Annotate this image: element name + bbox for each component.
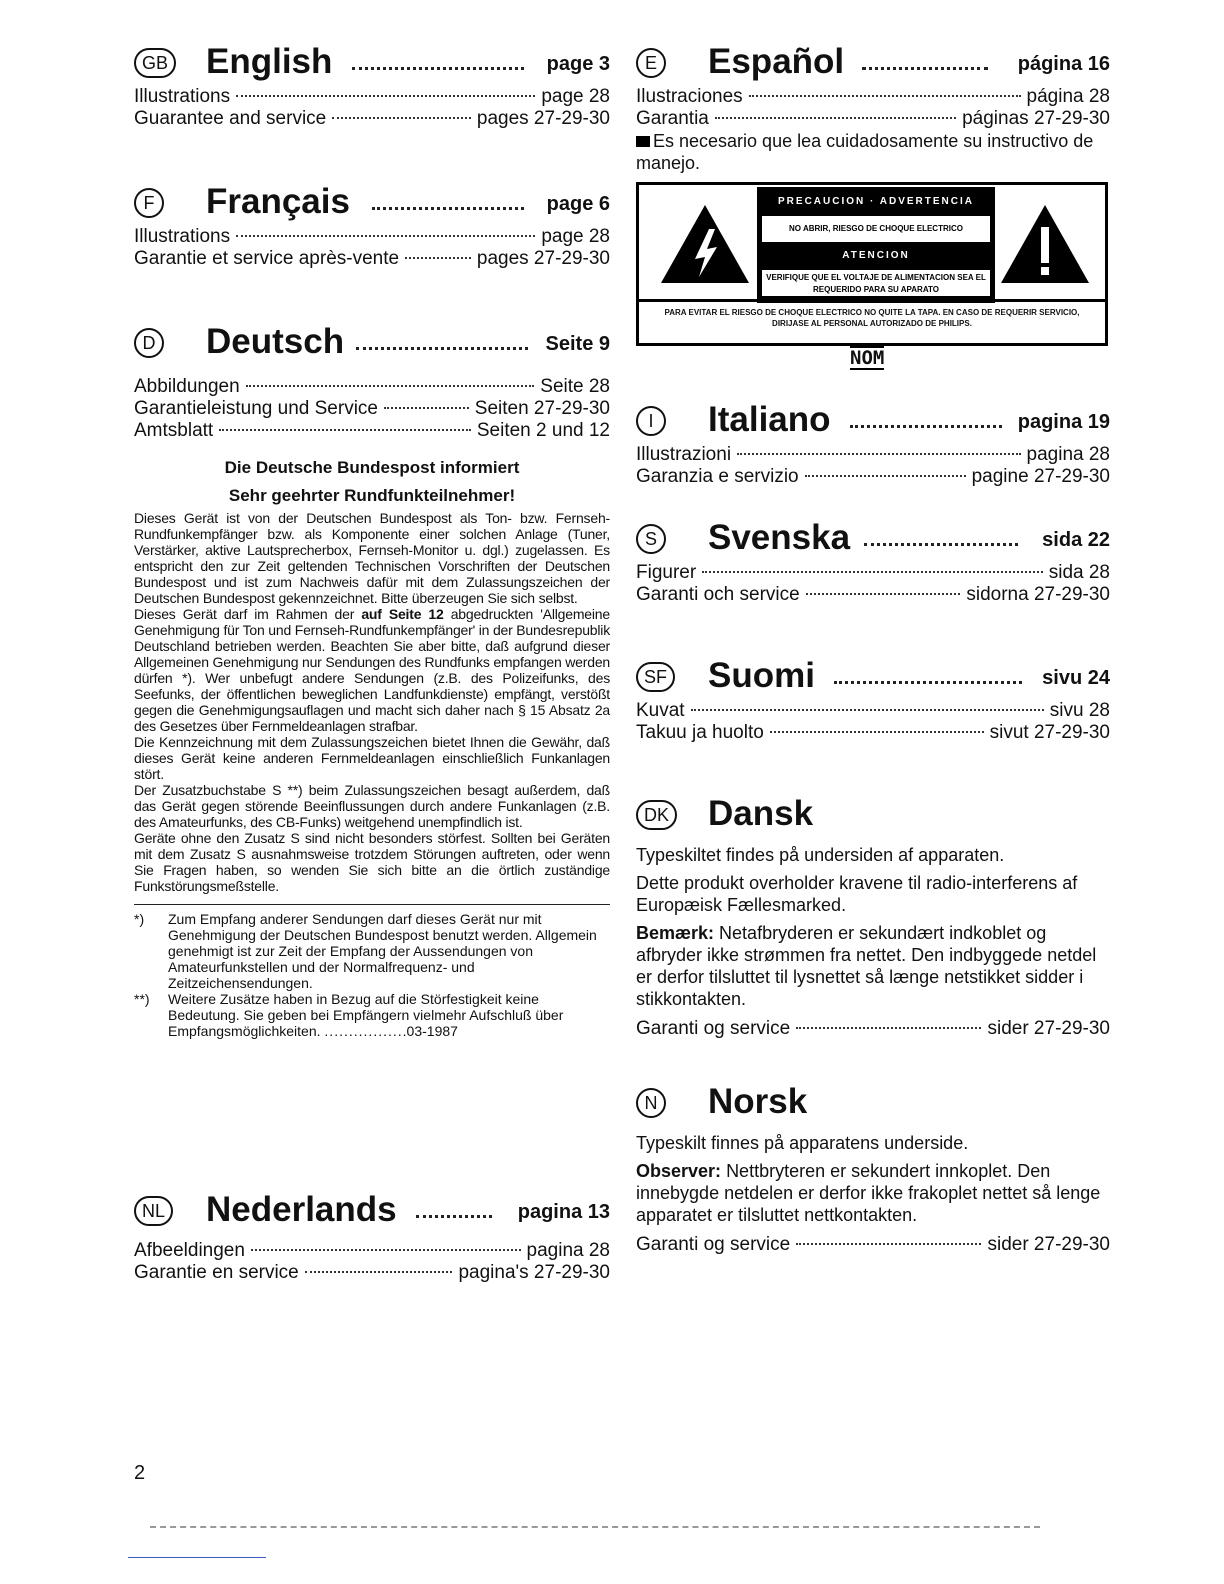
notice-paragraph: Geräte ohne den Zusatz S sind nicht besonders störfest. Sollten bei Geräten mit dem Zusatz S ausnahmsweise trotzdem Störungen auftreten, oder wenn Sie Fragen haben, so wenden Sie sich bitte an die örtlich zuständige Funkstörungsmeßstelle. [134, 830, 610, 894]
dansk-paragraph: Typeskiltet findes på undersiden af apparaten. [636, 845, 1005, 865]
page-reference: pagina 19 [1017, 411, 1110, 433]
scan-artifact-line [150, 1526, 1040, 1528]
language-title: Español [708, 42, 845, 81]
language-title: Français [206, 182, 350, 221]
title-leader [864, 543, 1018, 546]
language-title: Suomi [708, 656, 815, 695]
toc-row: Illustrations page 28 [134, 86, 610, 107]
warning-line: VERIFIQUE QUE EL VOLTAJE DE ALIMENTACION SEA EL REQUERIDO PARA SU APARATO [761, 269, 991, 297]
language-badge: SF [636, 662, 675, 692]
toc-row: Garantie et service après-vente pages 27-29-30 [134, 248, 610, 269]
language-title: Italiano [708, 400, 831, 439]
language-badge: S [636, 524, 666, 554]
warning-divider [639, 299, 1105, 302]
notice-paragraph: Der Zusatzbuchstabe S **) beim Zulassungszeichen besagt außerdem, daß das Gerät gegen störende Beeinflussungen durch andere Funkanlagen (z.B. des Amateurfunks, des CB-Funks) weitgehend unempfindlich ist. [134, 782, 610, 830]
notice-paragraph: Die Kennzeichnung mit dem Zulassungszeichen bietet Ihnen die Gewähr, daß dieses Gerät keine anderen Fernmeldeanlagen einschließlich Funkanlagen stört. [134, 734, 610, 782]
toc-row: Afbeeldingen pagina 28 [134, 1240, 610, 1261]
warning-footer: PARA EVITAR EL RIESGO DE CHOQUE ELECTRICO NO QUITE LA TAPA. EN CASO DE REQUERIR SERVICIO, DIRIJASE AL PERSONAL AUTORIZADO DE PHILIPS. [664, 308, 1080, 328]
title-leader [850, 425, 1002, 428]
scan-artifact-underline [128, 1557, 266, 1558]
toc-row: Amtsblatt Seiten 2 und 12 [134, 420, 610, 441]
section-english [134, 40, 610, 130]
toc-row: Garanti och service sidorna 27-29-30 [636, 584, 1110, 605]
page-number: 2 [134, 1462, 146, 1484]
exclamation-warning-icon [999, 203, 1091, 285]
page-reference: pagina 13 [517, 1201, 610, 1223]
norsk-paragraph: Observer: Nettbryteren er sekundert innkoplet. Den innebygde netdelen er derfor ikke frakoplet nettet så lenge apparatet er tilsluttet nettkontakten. [636, 1161, 1101, 1225]
section-espanol [636, 40, 1110, 174]
language-badge: DK [636, 800, 677, 830]
footnote: *) Zum Empfang anderer Sendungen darf dieses Gerät nur mit Genehmigung der Deutschen Bundespost benutzt werden. Allgemein genehmigt ist zur Zeit der Empfang der Aussendungen von Amateurfunkstellen und der Normalfrequenz- und Zeitzeichensendungen. [134, 911, 597, 991]
section-italiano [636, 398, 1110, 488]
electric-shock-warning-icon [659, 203, 751, 285]
section-dansk [636, 792, 1110, 1040]
section-norsk [636, 1080, 1110, 1256]
section-suomi [636, 654, 1110, 744]
notice-paragraph: Dieses Gerät ist von der Deutschen Bundespost als Ton- bzw. Fernseh-Rundfunkempfänger bzw. als Komponente einer solchen Anlage (Tuner, Verstärker, aktive Lautsprecherbox, Fernseh-Monitor u. dgl.) zugelassen. Es entspricht den zur Zeit geltenden Technischen Vorschriften der Deutschen Bundespost und ist zum Nachweis dafür mit dem Zulassungszeichen der Deutschen Bundespost gekennzeichnet. Bitte überzeugen Sie sich selbst. [134, 510, 610, 606]
title-leader [834, 681, 1022, 684]
page-reference: sivu 24 [1042, 667, 1110, 689]
toc-row: Garantieleistung und Service Seiten 27-29-30 [134, 398, 610, 419]
toc-row: Illustrations page 28 [134, 226, 610, 247]
toc-row: Garanti og service sider 27-29-30 [636, 1234, 1110, 1255]
section-nederlands [134, 1188, 610, 1284]
language-badge: E [636, 48, 666, 78]
title-leader [416, 1215, 492, 1218]
notice-body [134, 510, 610, 894]
toc-row: Takuu ja huolto sivut 27-29-30 [636, 722, 1110, 743]
page-reference: page 6 [546, 193, 610, 215]
toc-row: Garantia páginas 27-29-30 [636, 108, 1110, 129]
section-deutsch [134, 320, 610, 1039]
notice-paragraph: Dieses Gerät darf im Rahmen der auf Seite 12 abgedruckten 'Allgemeine Genehmigung für Ton und Fernseh-Rundfunkempfänger' in der Bundesrepublik Deutschland betrieben werden. Beachten Sie aber bitte, daß aufgrund dieser Allgemeinen Genehmigung nur Sendungen des Rundfunks empfangen werden dürfen *). Wer unbefugt andere Sendungen (z.B. des Polizeifunks, des Seefunks, der öffentlichen beweglichen Landfunkdienste) empfängt, verstößt gegen die Genehmigungsauflagen und macht sich daher nach § 15 Absatz 2a des Gesetzes über Fernmeldeanlagen strafbar. [134, 606, 610, 734]
toc-row: Garanti og service sider 27-29-30 [636, 1018, 1110, 1039]
toc-row: Abbildungen Seite 28 [134, 376, 610, 397]
page-reference: sida 22 [1042, 529, 1110, 551]
warning-line: NO ABRIR, RIESGO DE CHOQUE ELECTRICO [761, 215, 991, 243]
notice-title: Die Deutsche Bundespost informiert [224, 458, 520, 477]
section-svenska [636, 516, 1110, 606]
reading-note: Es necesario que lea cuidadosamente su instructivo de manejo. [636, 131, 1094, 173]
toc-row: Garanzia e servizio pagine 27-29-30 [636, 466, 1110, 487]
page-reference: página 16 [1017, 53, 1110, 75]
language-badge: NL [134, 1196, 173, 1226]
language-title: Norsk [708, 1082, 808, 1121]
dansk-paragraph: Bemærk: Netafbryderen er sekundært indkoblet og afbryder ikke strømmen fra nettet. Den indbyggede netdel er derfor tilsluttet til lysnettet så længe netstikket sidder i stikkontakten. [636, 923, 1097, 1009]
warning-heading: PRECAUCION · ADVERTENCIA [759, 189, 993, 215]
title-leader [862, 67, 988, 70]
language-title: Nederlands [206, 1190, 397, 1229]
title-leader [352, 67, 524, 70]
norsk-paragraph: Typeskilt finnes på apparatens underside. [636, 1133, 969, 1153]
language-title: Svenska [708, 518, 851, 557]
page-reference: page 3 [546, 53, 610, 75]
nom-mark: NOM [850, 347, 885, 369]
language-badge: D [134, 328, 164, 358]
footnotes [134, 904, 610, 1039]
toc-row: Illustrazioni pagina 28 [636, 444, 1110, 465]
book-icon [636, 136, 650, 147]
language-badge: I [636, 406, 666, 436]
notice-greeting: Sehr geehrter Rundfunkteilnehmer! [228, 486, 516, 505]
toc-row: Figurer sida 28 [636, 562, 1110, 583]
language-title: Dansk [708, 794, 814, 833]
dansk-paragraph: Dette produkt overholder kravene til radio-interferens af Europæisk Fællesmarked. [636, 873, 1078, 915]
title-leader [372, 207, 524, 210]
title-leader [356, 347, 528, 350]
page-reference: Seite 9 [545, 333, 610, 355]
toc-row: Ilustraciones página 28 [636, 86, 1110, 107]
warning-center-panel [757, 187, 995, 303]
footnote: **) Weitere Zusätze haben in Bezug auf die Störfestigkeit keine Bedeutung. Sie geben bei Empfängern vielmehr Aufschluß über Empfangsmöglichkeiten. .................03-1987 [134, 991, 564, 1039]
language-badge: N [636, 1088, 666, 1118]
toc-row: Kuvat sivu 28 [636, 700, 1110, 721]
toc-row: Garantie en service pagina's 27-29-30 [134, 1262, 610, 1283]
language-title: English [206, 42, 333, 81]
section-francais [134, 180, 610, 270]
language-badge: F [134, 188, 164, 218]
language-badge: GB [134, 48, 176, 78]
warning-attention: ATENCION [759, 243, 993, 269]
toc-row: Guarantee and service pages 27-29-30 [134, 108, 610, 129]
warning-label [636, 182, 1108, 346]
language-title: Deutsch [206, 322, 345, 361]
